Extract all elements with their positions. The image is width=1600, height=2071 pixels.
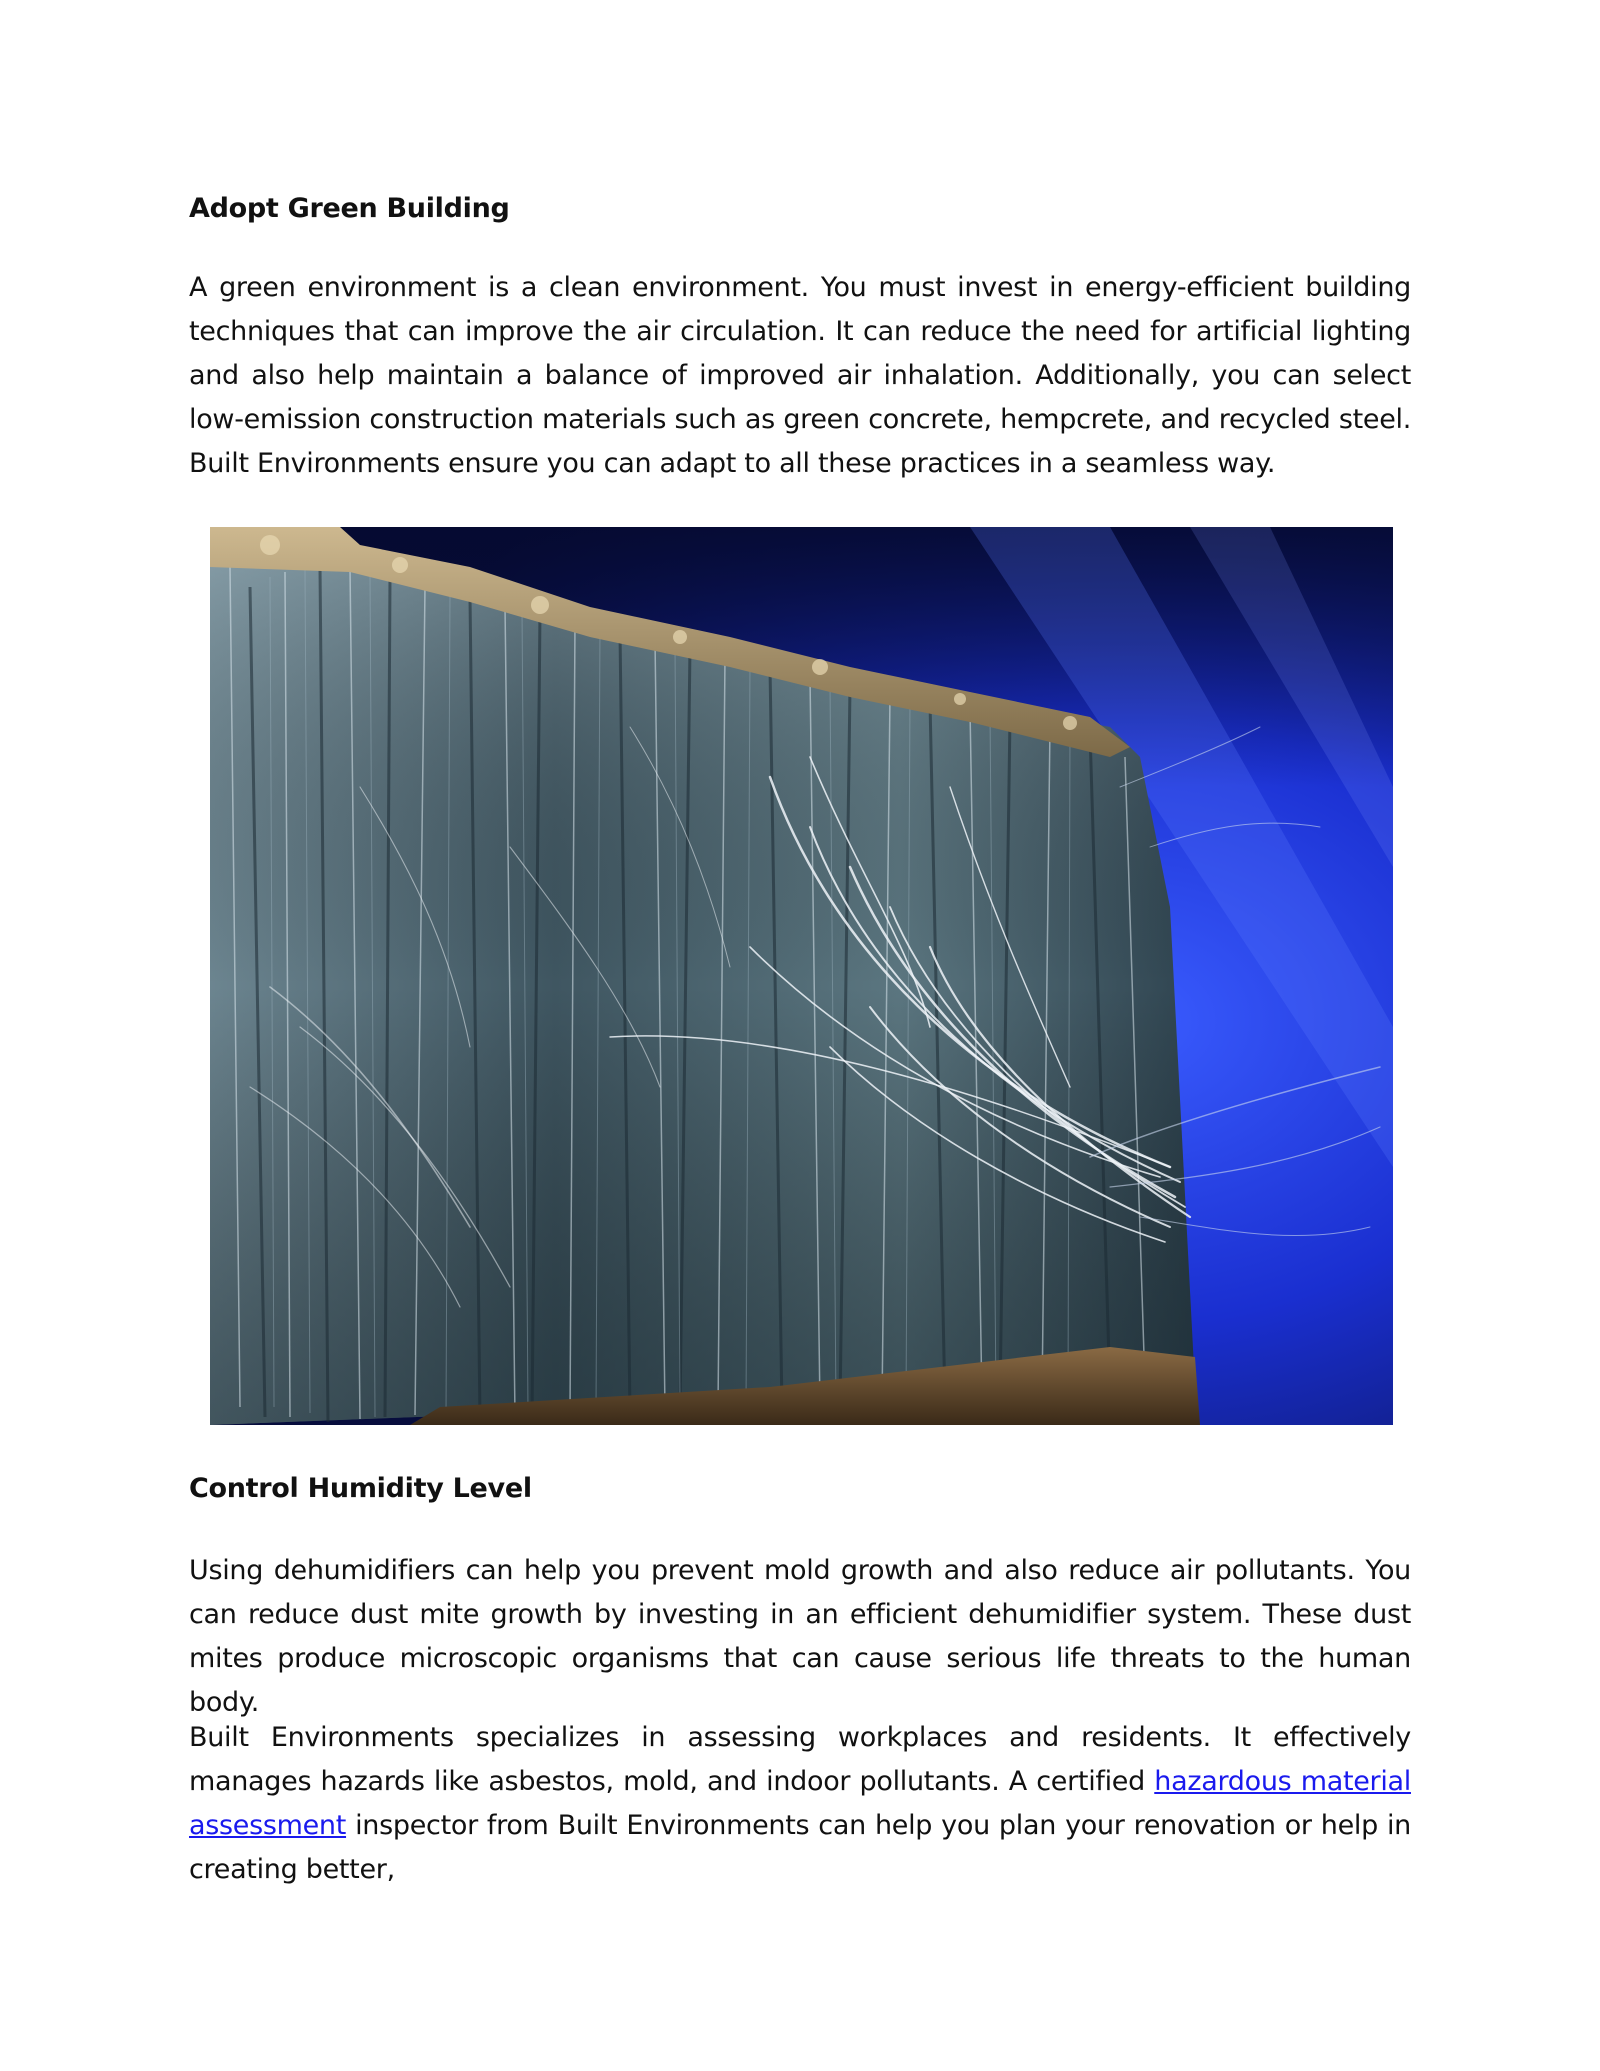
closing-text-after-link: inspector from Built Environments can help you plan your renovation or help in creating better, [189,1810,1411,1885]
section-paragraph-green-building: A green environment is a clean environment. You must invest in energy-efficient building techniques that can improve the air circulation. It can reduce the need for artificial lighting and also help maintain a balance of improved air inhalation. Additionally, you can select low-emission construction materials such as green concrete, hempcrete, and recycled steel. Built Environments ensure you can adapt to all these practices in a seamless way. [189,272,1411,479]
section-heading-green-building: Adopt Green Building [189,193,510,224]
closing-text-before-link: Built Environments specializes in assessing workplaces and residents. It effectively manages hazards like asbestos, mold, and indoor pollutants. A certified [189,1722,1411,1797]
hazardous-material-assessment-link[interactable]: hazardous material assessment [189,1766,1411,1841]
asbestos-photo-illustration [210,527,1393,1425]
section-paragraph-humidity: Using dehumidifiers can help you prevent mold growth and also reduce air pollutants. You can reduce dust mite growth by investing in an efficient dehumidifier system. These dust mites produce microscopic organisms that can cause serious life threats to the human body. [189,1555,1411,1718]
section-heading-humidity: Control Humidity Level [189,1473,532,1504]
closing-paragraph [189,1716,1411,1892]
asbestos-fiber-photo [210,527,1393,1425]
